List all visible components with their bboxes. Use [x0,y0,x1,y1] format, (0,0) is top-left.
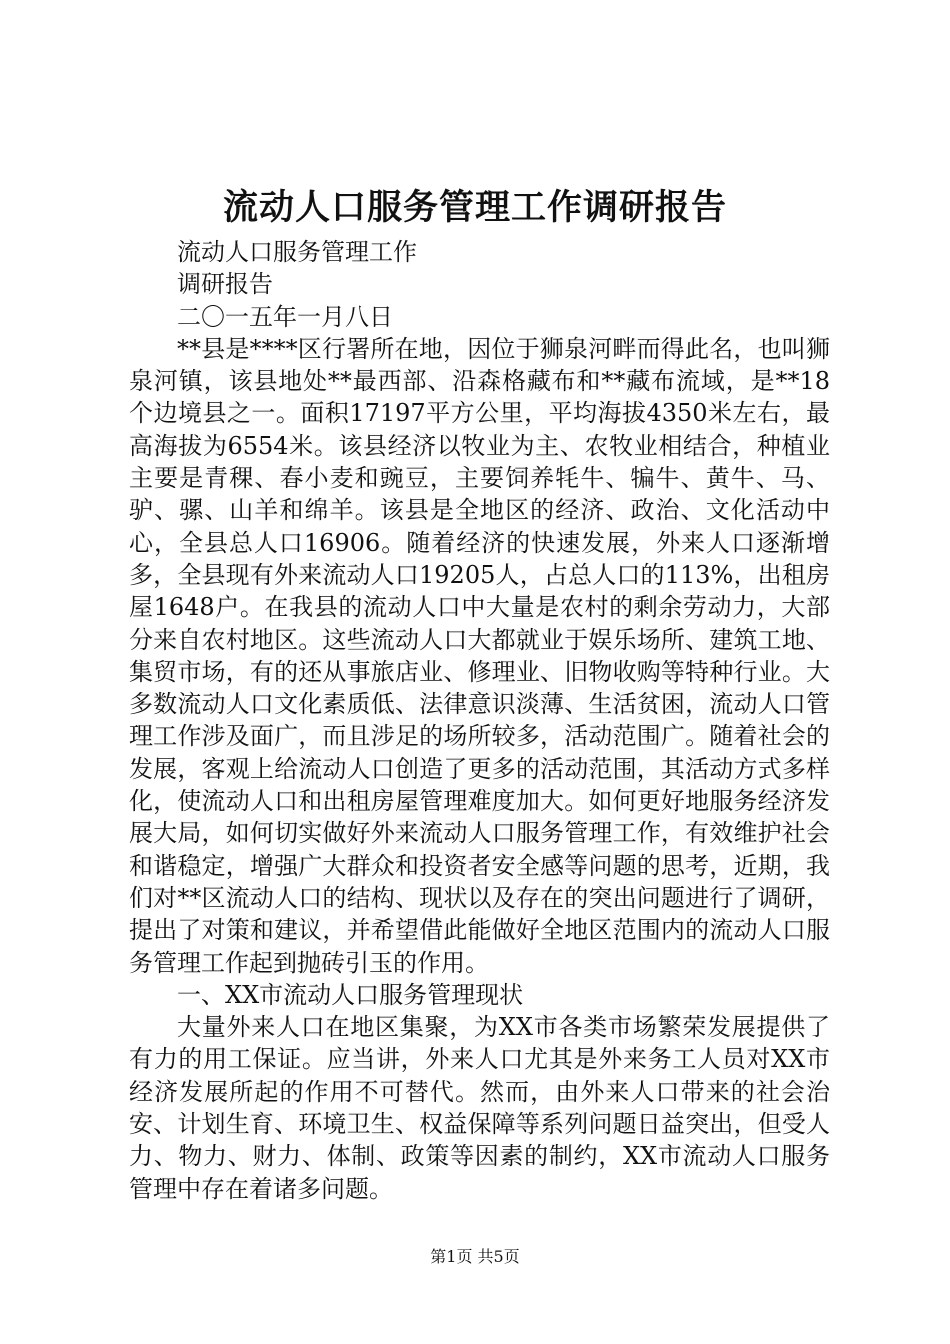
body-paragraph-status: 大量外来人口在地区集聚，为XX市各类市场繁荣发展提供了有力的用工保证。应当讲，外来人口尤其是外来务工人员对XX市经济发展所起的作用不可替代。然而，由外来人口带来的社会治安、计划生育、环境卫生、权益保障等系列问题日益突出，但受人力、物力、财力、体制、政策等因素的制约，XX市流动人口服务管理中存在着诸多问题。 [129,1013,830,1203]
document-body [129,236,830,1205]
subtitle-line-1: 流动人口服务管理工作 [177,238,417,266]
report-date: 二〇一五年一月八日 [177,302,393,331]
page-footer: 第1页 共5页 [430,1247,520,1266]
body-paragraph-intro: **县是****区行署所在地，因位于狮泉河畔而得此名，也叫狮泉河镇，该县地处**最西部、沿森格藏布和**藏布流域，是**18个边境县之一。面积17197平方公里，平均海拔4350米左右，最高海拔为6554米。该县经济以牧业为主、农牧业相结合，种植业主要是青稞、春小麦和豌豆，主要饲养牦牛、犏牛、黄牛、马、驴、骡、山羊和绵羊。该县是全地区的经济、政治、文化活动中心，全县总人口16906。随着经济的快速发展，外来人口逐渐增多，全县现有外来流动人口19205人，占总人口的113%，出租房屋1648户。在我县的流动人口中大量是农村的剩余劳动力，大部分来自农村地区。这些流动人口大都就业于娱乐场所、建筑工地、集贸市场，有的还从事旅店业、修理业、旧物收购等特种行业。大多数流动人口文化素质低、法律意识淡薄、生活贫困，流动人口管理工作涉及面广，而且涉足的场所较多，活动范围广。随着社会的发展，客观上给流动人口创造了更多的活动范围，其活动方式多样化，使流动人口和出租房屋管理难度加大。如何更好地服务经济发展大局，如何切实做好外来流动人口服务管理工作，有效维护社会和谐稳定，增强广大群众和投资者安全感等问题的思考，近期，我们对**区流动人口的结构、现状以及存在的突出问题进行了调研，提出了对策和建议，并希望借此能做好全地区范围内的流动人口服务管理工作起到抛砖引玉的作用。 [129,334,830,977]
document-title: 流动人口服务管理工作调研报告 [222,187,727,228]
subtitle-line-2: 调研报告 [177,270,273,299]
section-heading-1: 一、XX市流动人口服务管理现状 [177,980,524,1009]
